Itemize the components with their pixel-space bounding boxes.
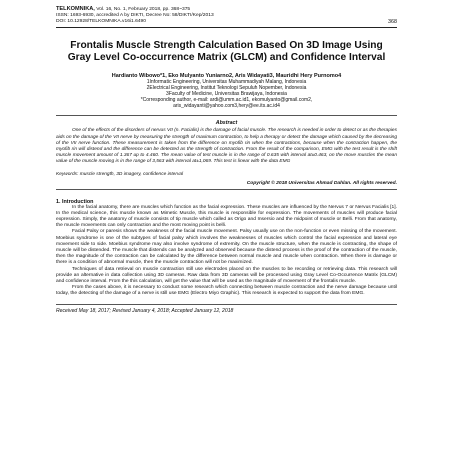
header-rule bbox=[56, 27, 397, 28]
abstract-rule bbox=[56, 115, 397, 116]
author-block bbox=[56, 73, 397, 109]
page-number: 368 bbox=[388, 19, 397, 25]
affiliation: 1Informatic Engineering, Universitas Muhammadiyah Malang, Indonesia bbox=[146, 79, 307, 86]
abstract-text: One of the effects of the disorders of nervus VII (n. Facialis) is the damage of facial muscle. The research is needed in order to detect or as the therapies aids on the damage of the VII nerve by measuring the strength of maximum contraction, to help a therapy or detect the damage which caused by the decreasing of the VII nerve function. These measurement is taken from the difference on myofib rin when the contractions, because when the contraction happen, the myofib rin will distend and the difference can be detected as the strength of contraction. From the result of the comparison, EMG with the test result is the shift muscle movement amount of 1.367 up to 4.460. The mean value of test muscle is in the range of 0.635 with interval at±0.463, on the move muscles the mean value of the muscle moving is in the range of 3,563 with interval at±1,069. This test is linear with the data EMG bbox=[56, 128, 397, 165]
paragraph: Techniques of data retrieval on muscle contraction still use electrodes placed on the muscles to be recording or retrieving data. This research will provide an alternative in data collection using 3D cameras. Raw data from 3D cameras will be processed using Gray Level Co-Occurrence Matrix (GLCM) and confidence interval. From the this calculation, will get the value that will be used as the magnitude of movement of the frontalis muscle. bbox=[56, 266, 397, 284]
corresponding-email: aris_widayanti@yahoo.com3,hery@ee.its.ac.id4 bbox=[173, 103, 280, 110]
journal-header bbox=[56, 6, 397, 25]
received-dates: Received May 18, 2017; Revised January 4, 2018; Accepted January 12, 2018 bbox=[56, 304, 397, 314]
section-heading: 1. Introduction bbox=[56, 198, 94, 205]
affiliation: 2Electrical Engineering, Institut Teknologi Sepuluh Nopember, Indonesia bbox=[146, 85, 307, 92]
corresponding-email: *Corresponding author, e-mail: ardi@umm.ac.id1, ekomulyanto@gmail.com2, bbox=[140, 97, 313, 104]
affiliation: 3Faculty of Medicine, Universitas Brawijaya, Indonesia bbox=[166, 91, 287, 98]
journal-issue: Vol. 16, No. 1, February 2018, pp. 368~375 bbox=[96, 7, 191, 12]
journal-name: TELKOMNIKA, bbox=[56, 6, 95, 12]
copyright-notice: Copyright © 2018 Universitas Ahmad Dahlan. All rights reserved. bbox=[246, 180, 397, 186]
abstract-heading: Abstract bbox=[215, 120, 238, 127]
paragraph: From the cases above, it is necessary to conduct some research which connecting between muscle contraction and the nerve damage because until today, the detecting of the damage of a nerve is still use EMG (Electro Miyo Graphic). This research is expected to support the data from EMG. bbox=[56, 285, 397, 297]
author-names: Hardianto Wibowo*1, Eko Mulyanto Yuniarno2, Aris Widayati3, Mauridhi Hery Purnomo4 bbox=[111, 73, 342, 79]
journal-issn: ISSN: 1693-6930, accredited A by DIKTI, Decree No: 58/DIKTI/Kep/2013 bbox=[56, 13, 214, 18]
paper-title: Frontalis Muscle Strength Calculation Based On 3D Image Using Gray Level Co-occurrence Matrix (GLCM) and Confidence Interval bbox=[67, 40, 386, 63]
paragraph: Facial Palsy or paresis shows the weakness of the facial muscle movement. Palsy usually use on the non-function or even missing of the movement. Moebius syndrome is one of the subtypes of facial palsy which involves the weaknesses of muscles which control the facial expression and lateral eye movement side to side. Moebius syndrome may also involve syndrome of extremity. On the muscle structure, when the muscle is contracting, the shape of muscle will be distended. The muscle that distends can be analyzed and observed because the distend process is the proof of the contraction of the muscle, then the magnitude of the contraction can be calculated by the difference between normal muscle and muscle when contraction. When there is damage or there is a condition of abnormal muscle, then the muscle contraction will not be maximized. bbox=[56, 229, 397, 266]
journal-doi: DOI: 10.12928/TELKOMNIKA.v16i1.6490 bbox=[56, 19, 146, 24]
keywords: Keywords: muscle strength, 3D imagery, confidence interval bbox=[56, 171, 184, 177]
paragraph: In the facial anatomy, there are muscles which function as the facial expression. These muscles are influenced by the Nervus 7 or Nervus Facialis [1]. In the medical science, this muscle known as Mimetic Muscle, this muscle is responsible for expression. The movements of muscles will produce facial expression. Simply, the anatomy of muscle consists of tip muscle which called as Origo and Insersio and the midpoint of muscle or Belli. From that anatomy, the muscle movements can only contraction and the most moving point is belli. bbox=[56, 204, 397, 229]
copyright-rule bbox=[56, 189, 397, 190]
introduction-body bbox=[56, 205, 397, 298]
